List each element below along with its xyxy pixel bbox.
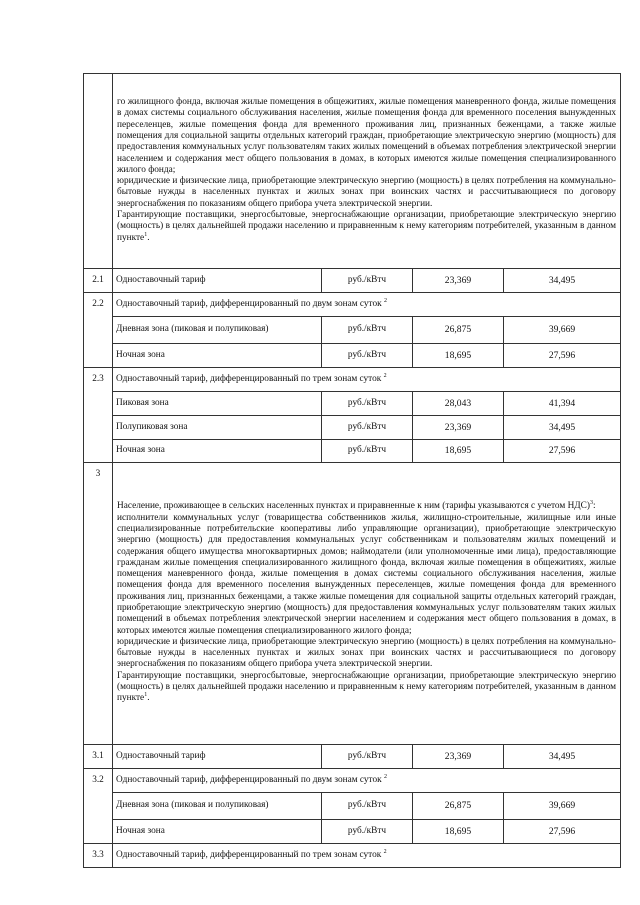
zone-label: Ночная зона bbox=[113, 440, 322, 463]
footnote-ref: 2 bbox=[383, 848, 387, 855]
tariff-label: Одноставочный тариф, дифференцированный по двум зонам суток $^2$ bbox=[113, 769, 621, 793]
value-cell: 41,394 bbox=[504, 392, 621, 416]
table-row bbox=[84, 344, 621, 368]
value-cell: 27,596 bbox=[504, 344, 621, 368]
footnote-ref: 2 bbox=[384, 773, 387, 780]
table-row bbox=[84, 317, 621, 344]
value-cell: 34,495 bbox=[504, 416, 621, 440]
table-row bbox=[84, 440, 621, 463]
table-row bbox=[84, 463, 621, 745]
unit-cell: руб./кВтч bbox=[322, 344, 413, 368]
zone-label: Пиковая зона bbox=[113, 392, 322, 416]
value-cell: 18,695 bbox=[413, 344, 504, 368]
table-row bbox=[84, 74, 621, 269]
value-cell: 18,695 bbox=[413, 820, 504, 844]
value-cell: 39,669 bbox=[504, 317, 621, 344]
unit-cell: руб./кВтч bbox=[322, 392, 413, 416]
description-paragraph: юридические и физические лица, приобретающие электрическую энергию (мощность) в целях потребления на коммунально-бытовые нужды в населенных пунктах и жилых зонах при воинских частях и рассчитывающиеся по договору энергоснабжения по показаниям общего прибора учета электрической энергии. bbox=[117, 176, 617, 209]
unit-cell: руб./кВтч bbox=[322, 793, 413, 820]
unit-cell: руб./кВтч bbox=[322, 269, 413, 293]
footnote-ref: 1 bbox=[144, 231, 148, 238]
description-paragraph: Гарантирующие поставщики, энергосбытовые, энергоснабжающие организации, приобретающие электрическую энергию (мощность) в целях дальнейшей продажи населению и приравненным к нему категориям потребителей, указанным в данном пункте$^1$. bbox=[117, 670, 617, 704]
table-row bbox=[84, 820, 621, 844]
tariff-label: Одноставочный тариф bbox=[113, 269, 322, 293]
value-cell: 28,043 bbox=[413, 392, 504, 416]
value-cell: 23,369 bbox=[413, 416, 504, 440]
row-number: 3.3 bbox=[84, 844, 113, 868]
zone-label: Ночная зона bbox=[113, 820, 322, 844]
value-cell: 27,596 bbox=[504, 820, 621, 844]
footnote-ref: 3 bbox=[589, 500, 593, 507]
description-paragraph: юридические и физические лица, приобретающие электрическую энергию (мощность) в целях потребления на коммунально-бытовые нужды в населенных пунктах и жилых зонах при воинских частях и рассчитывающиеся по договору энергоснабжения по показаниям общего прибора учета электрической энергии. bbox=[117, 636, 617, 670]
unit-cell: руб./кВтч bbox=[322, 416, 413, 440]
footnote-ref: 1 bbox=[144, 692, 148, 699]
unit-cell: руб./кВтч bbox=[322, 440, 413, 463]
row-number: 3 bbox=[84, 463, 113, 745]
table-row bbox=[84, 416, 621, 440]
category-description bbox=[113, 463, 621, 745]
row-number: 2.2 bbox=[84, 293, 113, 368]
table-row bbox=[84, 293, 621, 317]
value-cell: 23,369 bbox=[413, 269, 504, 293]
unit-cell: руб./кВтч bbox=[322, 317, 413, 344]
row-number: 3.1 bbox=[84, 745, 113, 769]
row-number: 2.1 bbox=[84, 269, 113, 293]
value-cell: 26,875 bbox=[413, 317, 504, 344]
row-number: 2.3 bbox=[84, 368, 113, 463]
description-paragraph: Население, проживающее в сельских населенных пунктах и приравненные к ним (тарифы указываются с учетом НДС)$^3$: bbox=[117, 500, 596, 512]
value-cell: 27,596 bbox=[504, 440, 621, 463]
table-row bbox=[84, 769, 621, 793]
table-row bbox=[84, 392, 621, 416]
zone-label: Дневная зона (пиковая и полупиковая) bbox=[113, 317, 322, 344]
value-cell: 26,875 bbox=[413, 793, 504, 820]
value-cell: 18,695 bbox=[413, 440, 504, 463]
tariff-label: Одноставочный тариф, дифференцированный по трем зонам суток $^2$ bbox=[113, 844, 621, 868]
footnote-ref: 2 bbox=[384, 297, 387, 304]
row-number bbox=[84, 74, 113, 269]
zone-label: Ночная зона bbox=[113, 344, 322, 368]
table-row bbox=[84, 269, 621, 293]
tariff-label: Одноставочный тариф, дифференцированный по двум зонам суток $^2$ bbox=[113, 293, 621, 317]
table-row bbox=[84, 368, 621, 392]
description-paragraph: исполнители коммунальных услуг (товарищества собственников жилья, жилищно-строительные, жилищные или иные специализированные потребительские кооперативы либо управляющие организации), приобретающие электрическую энергию (мощность) для предоставления коммунальных услуг собственникам и пользователям жилых помещений и содержания общего имущества многоквартирных домов; наймодатели (или уполномоченные ими лица), предоставляющие гражданам жилые помещения специализированного жилищного фонда, включая жилые помещения в общежитиях, жилые помещения маневренного фонда, жилые помещения в домах системы социального обслуживания населения, жилые помещения фонда для временного поселения вынужденных переселенцев, жилые помещения фонда для временного проживания лиц, признанных беженцами, а также жилые помещения для социальной защиты отдельных категорий граждан, приобретающие электрическую энергию (мощность) для предоставления коммунальных услуг пользователям таких жилых помещений в объемах потребления электрической энергии населением и содержания мест общего пользования в домах, в которых имеются жилые помещения специализированного жилого фонда; bbox=[117, 512, 617, 636]
table-row bbox=[84, 793, 621, 820]
tariff-label: Одноставочный тариф, дифференцированный по трем зонам суток $^2$ bbox=[113, 368, 621, 392]
value-cell: 34,495 bbox=[504, 269, 621, 293]
table-row bbox=[84, 844, 621, 868]
tariff-label: Одноставочный тариф bbox=[113, 745, 322, 769]
unit-cell: руб./кВтч bbox=[322, 820, 413, 844]
zone-label: Полупиковая зона bbox=[113, 416, 322, 440]
row-number: 3.2 bbox=[84, 769, 113, 844]
unit-cell: руб./кВтч bbox=[322, 745, 413, 769]
tariff-table bbox=[83, 73, 621, 868]
zone-label: Дневная зона (пиковая и полупиковая) bbox=[113, 793, 322, 820]
value-cell: 23,369 bbox=[413, 745, 504, 769]
footnote-ref: 2 bbox=[383, 372, 387, 379]
description-paragraph: Гарантирующие поставщики, энергосбытовые, энергоснабжающие организации, приобретающие электрическую энергию (мощность) в целях дальнейшей продажи населению и приравненным к нему категориям потребителей, указанным в данном пункте$^1$. bbox=[117, 210, 617, 243]
value-cell: 34,495 bbox=[504, 745, 621, 769]
description-paragraph: го жилищного фонда, включая жилые помещения в общежитиях, жилые помещения маневренного фонда, жилые помещения в домах системы социального обслуживания населения, жилые помещения фонда для временного поселения вынужденных переселенцев, жилые помещения фонда для временного проживания лиц, признанных беженцами, а также жилые помещения для социальной защиты отдельных категорий граждан, приобретающие электрическую энергию (мощность) для предоставления коммунальных услуг пользователям таких жилых помещений в объемах потребления электрической энергии населением и содержания мест общего пользования в домах, в которых имеются жилые помещения специализированного жилого фонда; bbox=[117, 97, 617, 175]
value-cell: 39,669 bbox=[504, 793, 621, 820]
category-description bbox=[113, 74, 621, 269]
table-row bbox=[84, 745, 621, 769]
